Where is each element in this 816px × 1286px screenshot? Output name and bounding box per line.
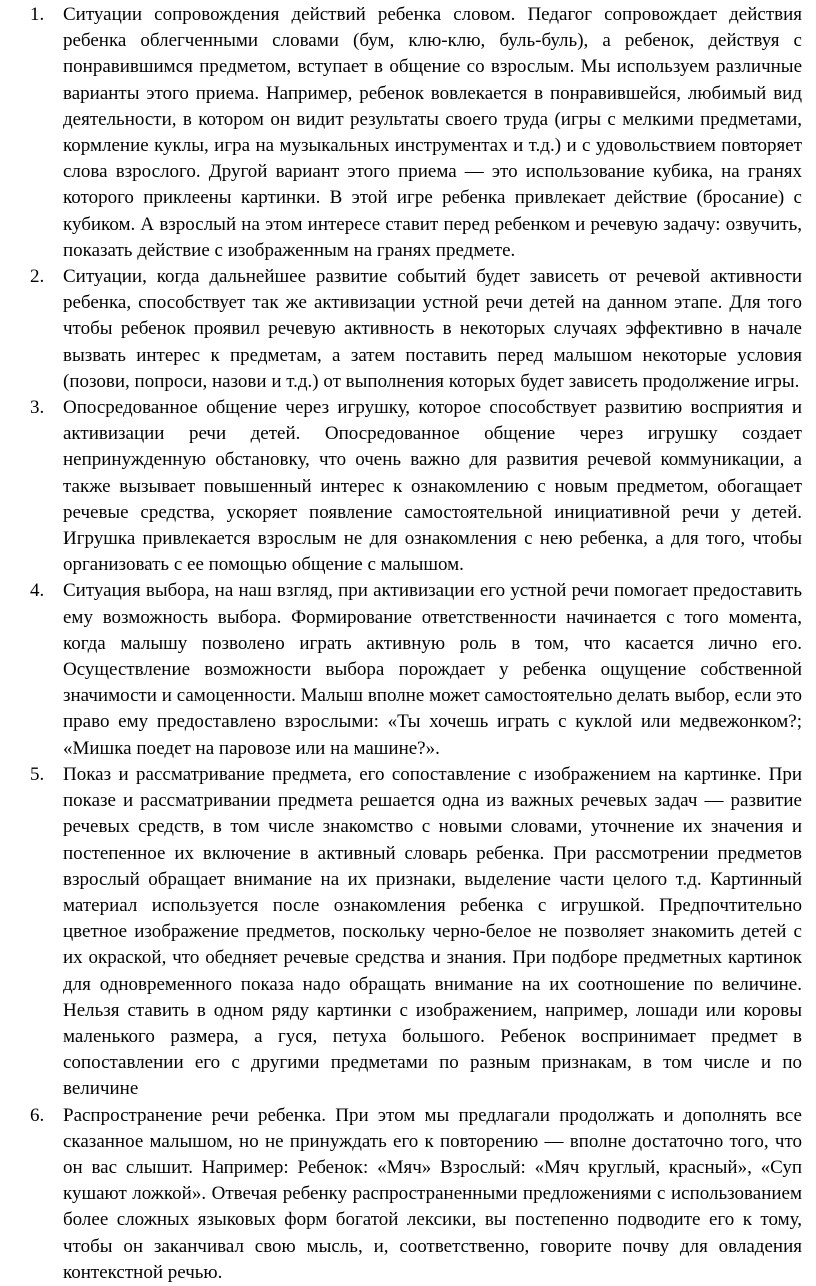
item-text: Опосредованное общение через игрушку, которое способствует развитию восприятия и активизации речи детей. Опосредованное общение через игрушку создает непринужденную обстановку, что очень важно для развития речевой коммуникации, а также вызывает повышенный интерес к ознакомлению с новым предметом, обогащает речевые средства, ускоряет появление самостоятельной инициативной речи у детей. Игрушка привлекается взрослым не для ознакомления с нею ребенка, а для того, чтобы организовать с ее помощью общение с малышом. (63, 397, 802, 576)
item-number: 3. (30, 397, 45, 419)
item-number: 4. (30, 580, 45, 602)
item-text: Показ и рассматривание предмета, его сопоставление с изображением на картинке. При показе и рассматривании предмета решается одна из важных речевых задач — развитие речевых средств, в том числе знакомство с новыми словами, уточнение их значения и постепенное их включение в активный словарь ребенка. При рассмотрении предметов взрослый обращает внимание на их признаки, выделение части целого т.д. Картинный материал используется после ознакомления ребенка с игрушкой. Предпочтительно цветное изображение предметов, поскольку черно-белое не позволяет знакомить детей с их окраской, что обедняет речевые средства и знания. При подборе предметных картинок для одновременного показа надо обращать внимание на их соотношение по величине. Нельзя ставить в одном ряду картинки с изображением, например, лошади или коровы маленького размера, а гуся, петуха большого. Ребенок воспринимает предмет в сопоставлении его с другими предметами по разным признакам, в том числе и по величине (63, 763, 802, 1100)
list-item-6 (30, 1103, 802, 1286)
list-item-3 (30, 395, 802, 578)
list-item-5 (30, 762, 802, 1103)
item-text: Ситуации, когда дальнейшее развитие событий будет зависеть от речевой активности ребенка, способствует так же активизации устной речи детей на данном этапе. Для того чтобы ребенок проявил речевую активность в некоторых случаях эффективно в начале вызвать интерес к предметам, а затем поставить перед малышом некоторые условия (позови, попроси, назови и т.д.) от выполнения которых будет зависеть продолжение игры. (63, 266, 802, 392)
item-number: 5. (30, 763, 45, 785)
item-number: 2. (30, 266, 45, 288)
item-number: 1. (30, 4, 45, 25)
numbered-list (30, 2, 802, 1286)
list-item-4 (30, 578, 802, 761)
item-text: Распространение речи ребенка. При этом мы предлагали продолжать и дополнять все сказанное малышом, но не принуждать его к повторению — вполне достаточно того, что он вас слышит. Например: Ребенок: «Мяч» Взрослый: «Мяч круглый, красный», «Суп кушают ложкой». Отвечая ребенку распространенными предложениями с использованием более сложных языковых форм богатой лексики, вы постепенно подводите его к тому, чтобы он заканчивал свою мысль, и, соответственно, говорите почву для овладения контекстной речью. (63, 1104, 802, 1283)
item-text: Ситуация выбора, на наш взгляд, при активизации его устной речи помогает предоставить ему возможность выбора. Формирование ответственности начинается с того момента, когда малышу позволено играть активную роль в том, что касается лично его. Осуществление возможности выбора порождает у ребенка ощущение собственной значимости и самоценности. Малыш вполне может самостоятельно делать выбор, если это право ему предоставлено взрослыми: «Ты хочешь играть с куклой или медвежонком?; «Мишка поедет на паровозе или на машине?». (63, 580, 802, 759)
list-item-1 (30, 2, 802, 264)
item-text: Ситуации сопровождения действий ребенка словом. Педагог сопровождает действия ребенка облегченными словами (бум, клю-клю, буль-буль), а ребенок, действуя с понравившимся предметом, вступает в общение со взрослым. Мы используем различные варианты этого приема. Например, ребенок вовлекается в понравившейся, любимый вид деятельности, в котором он видит результаты своего труда (игры с мелкими предметами, кормление куклы, игра на музыкальных инструментах и т.д.) и с удовольствием повторяет слова взрослого. Другой вариант этого приема — это использование кубика, на гранях которого приклеены картинки. В этой игре ребенка привлекает действие (бросание) с кубиком. А взрослый на этом интересе ставит перед ребенком и речевую задачу: озвучить, показать действие с изображенным на гранях предмете. (63, 4, 802, 261)
item-number: 6. (30, 1104, 45, 1126)
list-item-2 (30, 264, 802, 395)
